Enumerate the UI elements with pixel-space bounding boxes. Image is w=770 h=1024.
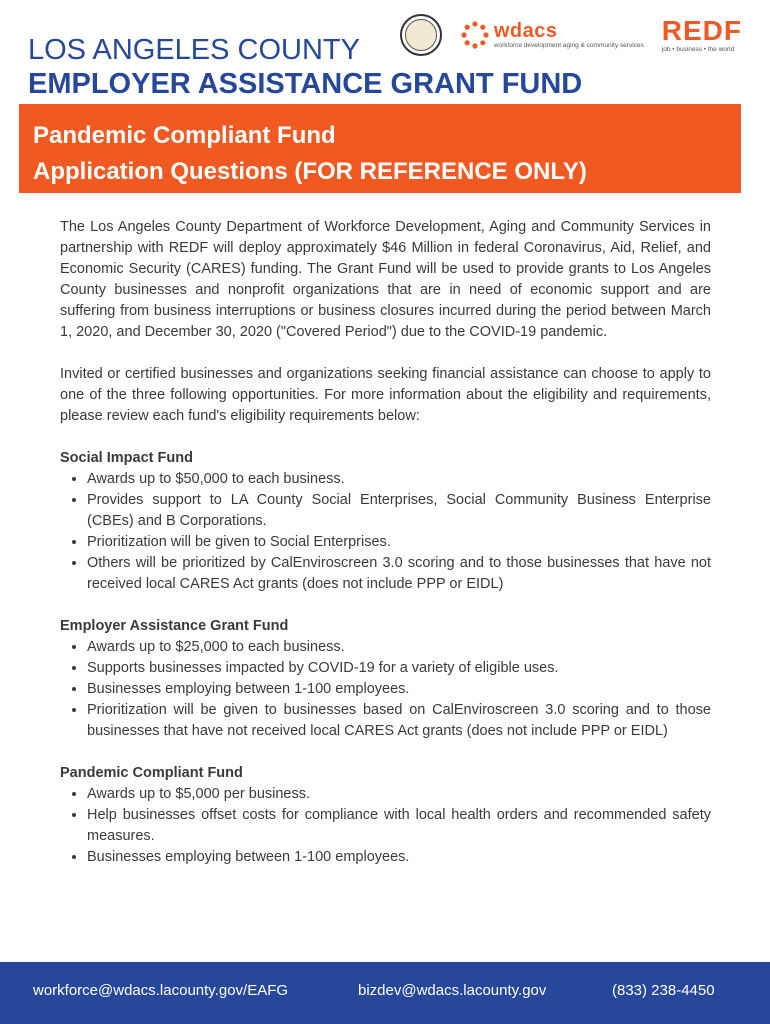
- fund-bullet-list: [60, 469, 711, 595]
- redf-wordmark: REDF: [661, 14, 742, 46]
- footer-email-bizdev[interactable]: bizdev@wdacs.lacounty.gov: [358, 982, 547, 999]
- list-item: • Businesses employing between 1-100 employees.: [87, 679, 711, 700]
- banner-line1: Pandemic Compliant Fund: [33, 122, 336, 149]
- intro-paragraph-1: The Los Angeles County Department of Workforce Development, Aging and Community Services in partnership with REDF will deploy approximately $46 Million in federal Coronavirus, Aid, Relief, and Economic Security (CARES) funding. The Grant Fund will be used to provide grants to Los Angeles County businesses and nonprofit organizations that are in need of economic support and are suffering from business interruptions or business closures incurred during the period between March 1, 2020, and December 30, 2020 ("Covered Period") due to the COVID-19 pandemic.: [60, 219, 711, 340]
- list-item: • Supports businesses impacted by COVID-19 for a variety of eligible uses.: [87, 658, 711, 679]
- redf-tagline: job • business • the world: [661, 45, 735, 53]
- wdacs-logo: [460, 20, 644, 50]
- seal-inner: [405, 19, 437, 51]
- banner-line2: Application Questions (FOR REFERENCE ONLY): [33, 158, 587, 185]
- list-item: • Prioritization will be given to Social Enterprises.: [87, 532, 711, 553]
- page-title-line1: LOS ANGELES COUNTY: [28, 34, 360, 66]
- section-banner: [19, 104, 741, 193]
- logo-row: [400, 14, 742, 56]
- list-item: • Awards up to $50,000 to each business.: [87, 469, 711, 490]
- county-seal-logo: [400, 14, 442, 56]
- list-item: • Prioritization will be given to businesses based on CalEnviroscreen 3.0 scoring and to those businesses that have not received local CARES Act grants (does not include PPP or EIDL): [87, 700, 711, 742]
- fund-section-employer-assistance: [60, 616, 711, 742]
- fund-title: Pandemic Compliant Fund: [60, 765, 243, 781]
- list-item: • Help businesses offset costs for compliance with local health orders and recommended safety measures.: [87, 805, 711, 847]
- footer-phone[interactable]: (833) 238-4450: [612, 982, 715, 999]
- fund-title: Social Impact Fund: [60, 450, 193, 466]
- footer-bar: [0, 962, 770, 1024]
- intro-paragraph-2: Invited or certified businesses and organizations seeking financial assistance can choose to apply to one of the three following opportunities. For more information about the eligibility and requirements, please review each fund's eligibility requirements below:: [60, 366, 711, 424]
- list-item: • Provides support to LA County Social Enterprises, Social Community Business Enterprise (CBEs) and B Corporations.: [87, 490, 711, 532]
- page-title-line2: EMPLOYER ASSISTANCE GRANT FUND: [28, 68, 583, 100]
- fund-section-social-impact: [60, 448, 711, 595]
- fund-section-pandemic-compliant: [60, 763, 711, 868]
- body-content: [60, 217, 711, 889]
- wdacs-tagline: workforce development aging & community services: [493, 41, 644, 49]
- fund-title: Employer Assistance Grant Fund: [60, 618, 289, 634]
- sunburst-icon: [460, 20, 490, 50]
- wdacs-wordmark: wdacs: [493, 19, 558, 42]
- redf-logo: [661, 14, 742, 54]
- footer-email-workforce[interactable]: workforce@wdacs.lacounty.gov/EAFG: [33, 982, 289, 999]
- fund-bullet-list: [60, 784, 711, 868]
- list-item: • Businesses employing between 1-100 employees.: [87, 847, 711, 868]
- list-item: • Others will be prioritized by CalEnviroscreen 3.0 scoring and to those businesses that have not received local CARES Act grants (does not include PPP or EIDL): [87, 553, 711, 595]
- fund-bullet-list: [60, 637, 711, 742]
- list-item: • Awards up to $5,000 per business.: [87, 784, 711, 805]
- list-item: • Awards up to $25,000 to each business.: [87, 637, 711, 658]
